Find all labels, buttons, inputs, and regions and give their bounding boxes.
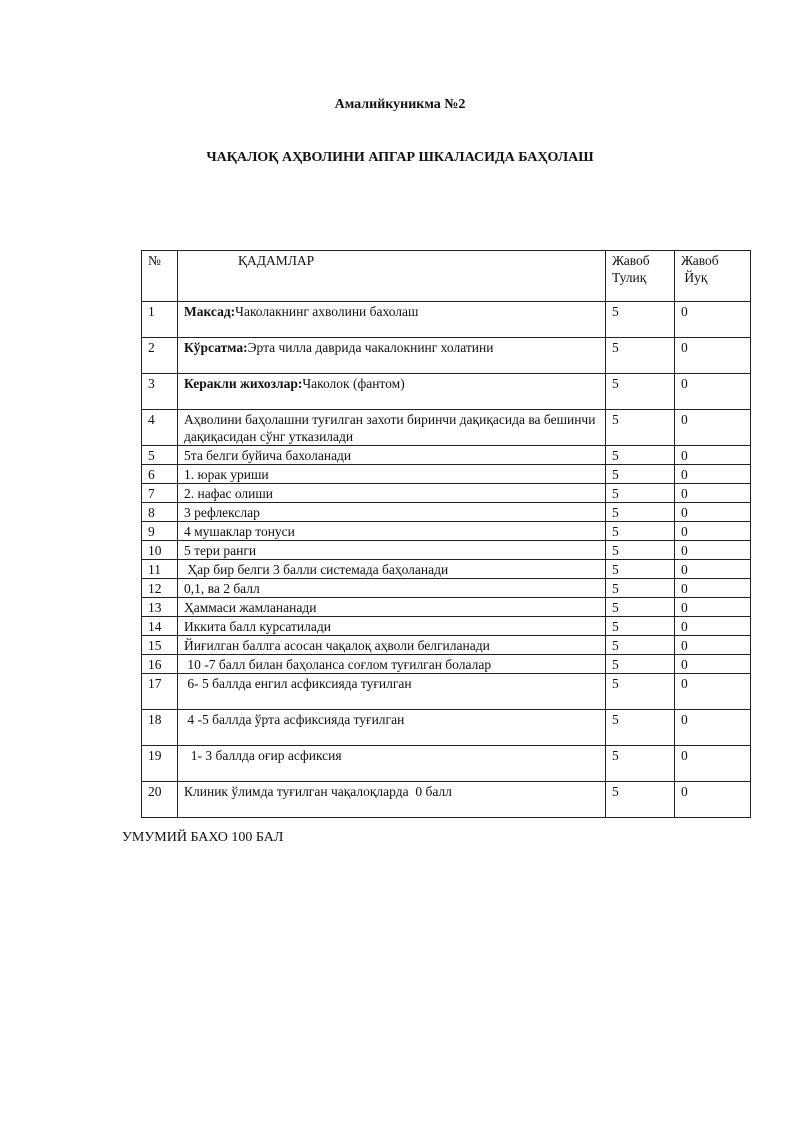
row-step-label: Максад: (184, 304, 236, 319)
row-score-none: 0 (675, 617, 751, 636)
row-score-none: 0 (675, 338, 751, 374)
table-row (142, 617, 751, 636)
row-step-label: Керакли жихозлар: (184, 376, 303, 391)
row-score-full: 5 (606, 465, 675, 484)
row-step-text: Чаколок (фантом) (302, 376, 405, 391)
row-number: 14 (142, 617, 178, 636)
header-none (675, 251, 751, 302)
row-step (178, 710, 606, 746)
row-step-text: 3 рефлекслар (184, 505, 260, 520)
row-step-text: 1. юрак уриши (184, 467, 269, 482)
row-step (178, 446, 606, 465)
row-score-full: 5 (606, 598, 675, 617)
table-row (142, 465, 751, 484)
header-steps: ҚАДАМЛАР (178, 251, 606, 302)
row-step (178, 598, 606, 617)
row-score-full: 5 (606, 617, 675, 636)
row-score-none: 0 (675, 374, 751, 410)
table-row (142, 655, 751, 674)
row-score-none: 0 (675, 541, 751, 560)
row-score-full: 5 (606, 522, 675, 541)
row-step-text: Йиғилган баллга асосан чақалоқ аҳволи белгиланади (184, 638, 490, 653)
row-step (178, 522, 606, 541)
row-score-none: 0 (675, 465, 751, 484)
row-score-none: 0 (675, 655, 751, 674)
row-step-text: Клиник ўлимда туғилган чақалоқларда 0 балл (184, 784, 452, 799)
table-row (142, 484, 751, 503)
row-score-full: 5 (606, 338, 675, 374)
table-header-row (142, 251, 751, 302)
header-none-line2: Йуқ (681, 270, 708, 285)
row-score-full: 5 (606, 503, 675, 522)
table-row (142, 541, 751, 560)
row-score-full: 5 (606, 410, 675, 446)
row-step (178, 484, 606, 503)
row-step-text: 5та белги буйича бахоланади (184, 448, 352, 463)
row-step (178, 338, 606, 374)
row-score-none: 0 (675, 782, 751, 818)
header-none-line1: Жавоб (681, 253, 719, 268)
document-title: ЧАҚАЛОҚ АҲВОЛИНИ АПГАР ШКАЛАСИДА БАҲОЛАШ (206, 150, 594, 165)
row-step (178, 465, 606, 484)
row-step (178, 782, 606, 818)
row-step-text: 1- 3 баллда оғир асфиксия (184, 748, 342, 763)
row-step-text: 5 тери ранги (184, 543, 257, 558)
row-number: 1 (142, 302, 178, 338)
row-step-label: Кўрсатма: (184, 340, 248, 355)
row-step-text: 4 мушаклар тонуси (184, 524, 295, 539)
row-step (178, 560, 606, 579)
table-row (142, 782, 751, 818)
row-score-none: 0 (675, 579, 751, 598)
total-score: УМУМИЙ БАХО 100 БАЛ (122, 830, 284, 845)
row-score-full: 5 (606, 374, 675, 410)
row-score-none: 0 (675, 636, 751, 655)
row-step-text: 4 -5 баллда ўрта асфиксияда туғилган (184, 712, 405, 727)
table-row (142, 522, 751, 541)
row-step (178, 636, 606, 655)
row-step-text: Аҳволини баҳолашни туғилган захоти биринчи дақиқасида ва бешинчи дақиқасидан сўнг утказилади (184, 412, 599, 444)
row-number: 12 (142, 579, 178, 598)
row-number: 4 (142, 410, 178, 446)
row-score-full: 5 (606, 782, 675, 818)
row-step-text: 0,1, ва 2 балл (184, 581, 260, 596)
document-subtitle: Амалийкуникма №2 (334, 97, 466, 112)
row-number: 18 (142, 710, 178, 746)
row-number: 13 (142, 598, 178, 617)
row-score-none: 0 (675, 710, 751, 746)
row-score-none: 0 (675, 484, 751, 503)
row-score-none: 0 (675, 746, 751, 782)
row-number: 10 (142, 541, 178, 560)
row-score-none: 0 (675, 522, 751, 541)
header-full (606, 251, 675, 302)
row-step (178, 579, 606, 598)
row-score-none: 0 (675, 560, 751, 579)
row-step (178, 541, 606, 560)
row-step-text: Ҳар бир белги 3 балли системада баҳоланади (184, 562, 449, 577)
row-number: 19 (142, 746, 178, 782)
row-number: 5 (142, 446, 178, 465)
row-step (178, 503, 606, 522)
row-score-full: 5 (606, 579, 675, 598)
row-step (178, 617, 606, 636)
row-step-text: 2. нафас олиши (184, 486, 273, 501)
row-score-full: 5 (606, 302, 675, 338)
table-row (142, 338, 751, 374)
row-score-full: 5 (606, 446, 675, 465)
row-score-full: 5 (606, 655, 675, 674)
row-number: 20 (142, 782, 178, 818)
table-row (142, 636, 751, 655)
row-score-full: 5 (606, 674, 675, 710)
row-score-full: 5 (606, 484, 675, 503)
table-row (142, 302, 751, 338)
row-step (178, 374, 606, 410)
row-score-full: 5 (606, 560, 675, 579)
table-row (142, 374, 751, 410)
row-step-text: 10 -7 балл билан баҳоланса соғлом туғилган болалар (184, 657, 492, 672)
row-step-text: Ҳаммаси жамлананади (184, 600, 317, 615)
row-score-full: 5 (606, 710, 675, 746)
row-score-none: 0 (675, 446, 751, 465)
table-row (142, 598, 751, 617)
row-score-none: 0 (675, 503, 751, 522)
table-row (142, 579, 751, 598)
row-step-text: 6- 5 баллда енгил асфиксияда туғилган (184, 676, 412, 691)
table-row (142, 674, 751, 710)
row-number: 15 (142, 636, 178, 655)
row-number: 17 (142, 674, 178, 710)
row-number: 6 (142, 465, 178, 484)
row-number: 2 (142, 338, 178, 374)
row-step-text: Иккита балл курсатилади (184, 619, 331, 634)
row-step (178, 410, 606, 446)
header-full-line1: Жавоб (612, 253, 650, 268)
row-step (178, 746, 606, 782)
table-row (142, 710, 751, 746)
row-number: 3 (142, 374, 178, 410)
row-step-text: Эрта чилла даврида чакалокнинг холатини (247, 340, 494, 355)
row-number: 8 (142, 503, 178, 522)
row-score-none: 0 (675, 410, 751, 446)
row-number: 9 (142, 522, 178, 541)
table-row (142, 503, 751, 522)
row-step-text: Чаколакнинг ахволини бахолаш (235, 304, 419, 319)
header-full-line2: Тулиқ (612, 270, 647, 285)
steps-table (141, 250, 751, 818)
row-score-full: 5 (606, 636, 675, 655)
row-step (178, 674, 606, 710)
row-step (178, 302, 606, 338)
row-step (178, 655, 606, 674)
row-number: 7 (142, 484, 178, 503)
row-score-full: 5 (606, 746, 675, 782)
row-number: 11 (142, 560, 178, 579)
header-num: № (142, 251, 178, 302)
row-score-none: 0 (675, 674, 751, 710)
row-score-none: 0 (675, 598, 751, 617)
row-number: 16 (142, 655, 178, 674)
row-score-full: 5 (606, 541, 675, 560)
table-row (142, 446, 751, 465)
table-row (142, 746, 751, 782)
table-row (142, 410, 751, 446)
table-row (142, 560, 751, 579)
row-score-none: 0 (675, 302, 751, 338)
